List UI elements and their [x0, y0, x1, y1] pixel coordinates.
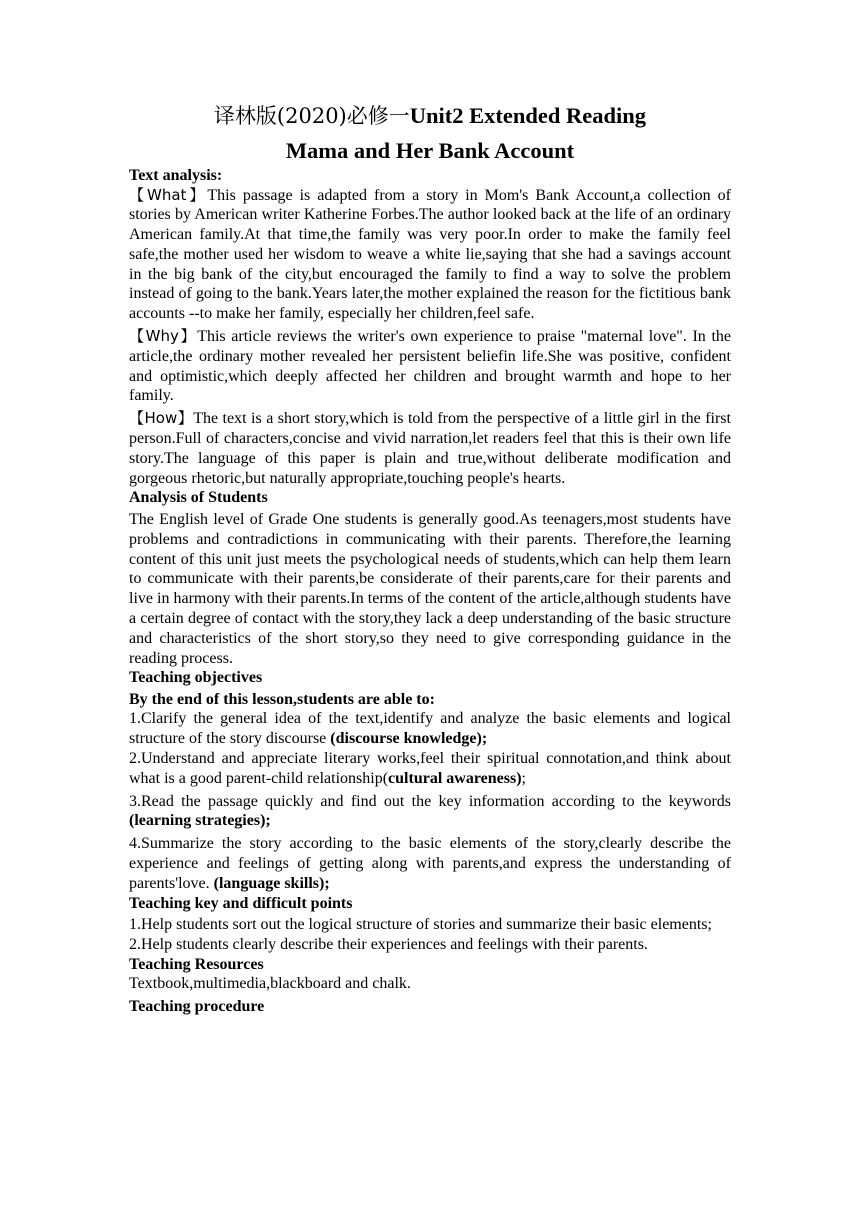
what-paragraph: [129, 186, 731, 325]
objective-tag: (language skills);: [213, 874, 330, 892]
what-text: This passage is adapted from a story in Mom's Bank Account,a collection of stories by American writer Katherine Forbes.The author looked back at the life of an ordinary American family.At that time,the family was very poor.In order to make the family feel safe,the mother used her wisdom to weave a white lie,saying that she had a savings account in the big bank of the city,but encouraged the family to find a way to solve the problem instead of going to the bank.Years later,the mother explained the reason for the fictitious bank accounts --to make her family, especially her children,feel safe.: [129, 186, 731, 323]
objective-text: 4.Summarize the story according to the basic elements of the story,clearly describe the experience and feelings of getting along with parents,and express the understanding of parents'love.: [129, 835, 731, 892]
why-text: This article reviews the writer's own experience to praise "maternal love". In the article,the ordinary mother revealed her persistent beliefin life.She was positive, confident and optimistic,which deeply affected her children and brought warmth and hope to her family.: [129, 328, 732, 405]
students-heading: Analysis of Students: [129, 489, 268, 507]
how-label: 【How】: [129, 409, 194, 428]
objective-item: [129, 792, 731, 832]
how-text: The text is a short story,which is told from the perspective of a little girl in the first person.Full of characters,concise and vivid narration,let readers feel that this is their own life story.The language of this paper is plain and true,without deliberate modification and gorgeous rhetoric,but naturally appropriate,touching people's hearts.: [129, 410, 731, 487]
what-label: 【What】: [129, 185, 208, 204]
why-paragraph: [129, 327, 731, 406]
resources-heading: Teaching Resources: [129, 955, 264, 973]
document-page: [129, 101, 731, 1016]
objectives-intro: By the end of this lesson,students are able to:: [129, 690, 435, 708]
title-english: Unit2 Extended Reading: [409, 103, 647, 128]
key-point-item: 2.Help students clearly describe their experiences and feelings with their parents.: [129, 935, 648, 953]
objective-item: [129, 834, 731, 893]
procedure-heading: Teaching procedure: [129, 997, 265, 1015]
objective-tag: cultural awareness): [388, 769, 522, 787]
students-paragraph: The English level of Grade One students is generally good.As teenagers,most students have problems and contradictions in communicating with their parents. Therefore,the learning content of this unit just meets the psychological needs of students,which can help them learn to communicate with their parents,be considerate of their parents,care for their parents and live in harmony with their parents.In terms of the content of the article,although students have a certain degree of contact with the story,they lack a deep understanding of the basic structure and characteristics of the short story,so they need to give corresponding guidance in the reading process.: [129, 510, 731, 667]
objective-item: [129, 749, 731, 789]
how-paragraph: [129, 409, 731, 488]
objective-tag: (discourse knowledge);: [330, 730, 488, 748]
page-subtitle: Mama and Her Bank Account: [285, 138, 575, 163]
objective-after: ;: [521, 769, 526, 787]
objectives-heading: Teaching objectives: [129, 669, 263, 687]
objective-text: 2.Understand and appreciate literary works,feel their spiritual connotation,and think about what is a good parent-child relationship(: [129, 749, 731, 787]
page-title: [129, 101, 731, 131]
key-points-heading: Teaching key and difficult points: [129, 894, 353, 912]
objective-item: [129, 709, 731, 749]
objective-tag: (learning strategies);: [129, 812, 271, 830]
objective-text: 1.Clarify the general idea of the text,identify and analyze the basic elements and logical structure of the story discourse: [129, 710, 731, 748]
text-analysis-heading: Text analysis:: [129, 167, 223, 184]
title-chinese: 译林版(2020)必修一: [213, 104, 410, 128]
objective-text: 3.Read the passage quickly and find out the key information according to the keywords: [129, 792, 731, 810]
key-point-item: 1.Help students sort out the logical structure of stories and summarize their basic elements;: [129, 916, 712, 933]
resources-text: Textbook,multimedia,blackboard and chalk.: [129, 975, 411, 993]
why-label: 【Why】: [129, 327, 198, 346]
